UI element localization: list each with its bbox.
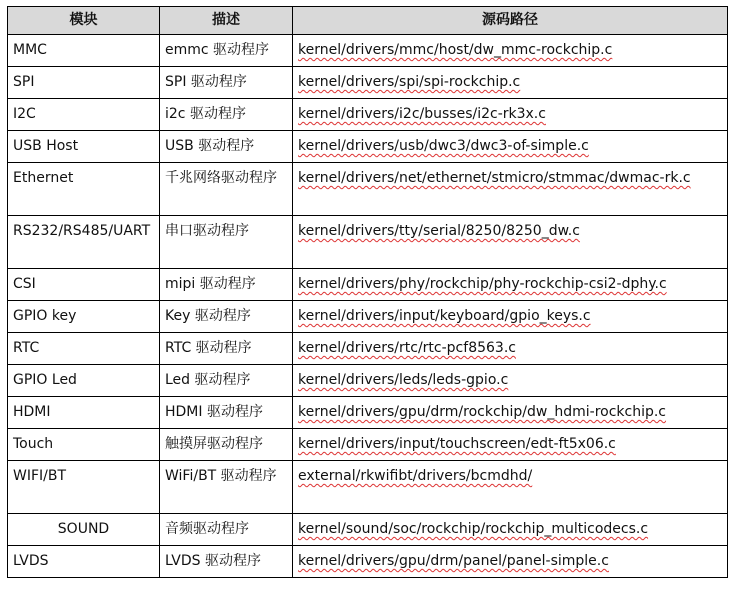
header-module: 模块 [8,7,160,35]
cell-module: MMC [8,35,160,67]
cell-description: emmc 驱动程序 [160,35,293,67]
source-path-text: kernel/drivers/gpu/drm/panel/panel-simple.c [298,553,609,569]
cell-description: RTC 驱动程序 [160,333,293,365]
source-path-text: kernel/drivers/tty/serial/8250/8250_dw.c [298,223,580,239]
cell-source-path [293,333,728,365]
cell-module: I2C [8,99,160,131]
header-description: 描述 [160,7,293,35]
table-row [8,99,728,131]
table-row [8,365,728,397]
cell-description: 音频驱动程序 [160,514,293,546]
source-path-text: kernel/drivers/gpu/drm/rockchip/dw_hdmi-rockchip.c [298,404,667,420]
cell-module: HDMI [8,397,160,429]
cell-description: HDMI 驱动程序 [160,397,293,429]
source-path-text: kernel/drivers/spi/spi-rockchip.c [298,74,521,90]
cell-module: USB Host [8,131,160,163]
cell-source-path [293,301,728,333]
cell-module: LVDS [8,546,160,578]
cell-module: SPI [8,67,160,99]
cell-source-path [293,216,728,269]
cell-source-path [293,269,728,301]
cell-source-path [293,429,728,461]
table-row [8,301,728,333]
cell-module: GPIO key [8,301,160,333]
cell-description: LVDS 驱动程序 [160,546,293,578]
cell-module: WIFI/BT [8,461,160,514]
cell-source-path [293,461,728,514]
cell-source-path [293,35,728,67]
table-row [8,461,728,514]
source-path-text: kernel/drivers/leds/leds-gpio.c [298,372,509,388]
cell-module: Touch [8,429,160,461]
table-row [8,67,728,99]
table-body [8,35,728,578]
table-row [8,35,728,67]
cell-source-path [293,131,728,163]
table-row [8,216,728,269]
cell-module: RTC [8,333,160,365]
table-row [8,397,728,429]
cell-module: RS232/RS485/UART [8,216,160,269]
source-path-text: kernel/drivers/input/touchscreen/edt-ft5x06.c [298,436,616,452]
cell-description: Led 驱动程序 [160,365,293,397]
table-header [8,7,728,35]
source-path-text: kernel/drivers/net/ethernet/stmicro/stmmac/dwmac-rk.c [298,170,691,186]
cell-description: i2c 驱动程序 [160,99,293,131]
cell-module: CSI [8,269,160,301]
cell-source-path [293,99,728,131]
cell-description: mipi 驱动程序 [160,269,293,301]
cell-description: Key 驱动程序 [160,301,293,333]
source-path-text: kernel/drivers/phy/rockchip/phy-rockchip-csi2-dphy.c [298,276,667,292]
cell-module: SOUND [8,514,160,546]
source-path-text: kernel/drivers/input/keyboard/gpio_keys.c [298,308,591,324]
source-path-text: kernel/drivers/usb/dwc3/dwc3-of-simple.c [298,138,589,154]
cell-source-path [293,67,728,99]
driver-table-container [7,6,728,578]
table-row [8,269,728,301]
header-row [8,7,728,35]
cell-source-path [293,514,728,546]
source-path-text: kernel/drivers/mmc/host/dw_mmc-rockchip.c [298,42,613,58]
driver-source-table [7,6,728,578]
cell-module: GPIO Led [8,365,160,397]
cell-source-path [293,365,728,397]
cell-module: Ethernet [8,163,160,216]
cell-source-path [293,546,728,578]
header-source-path: 源码路径 [293,7,728,35]
table-row [8,429,728,461]
cell-description: 千兆网络驱动程序 [160,163,293,216]
cell-description: SPI 驱动程序 [160,67,293,99]
table-row [8,131,728,163]
table-row [8,514,728,546]
table-row [8,163,728,216]
cell-description: 触摸屏驱动程序 [160,429,293,461]
cell-source-path [293,397,728,429]
cell-description: WiFi/BT 驱动程序 [160,461,293,514]
table-row [8,333,728,365]
table-row [8,546,728,578]
cell-source-path [293,163,728,216]
cell-description: USB 驱动程序 [160,131,293,163]
source-path-text: kernel/drivers/rtc/rtc-pcf8563.c [298,340,516,356]
cell-description: 串口驱动程序 [160,216,293,269]
source-path-text: external/rkwifibt/drivers/bcmdhd/ [298,468,533,484]
source-path-text: kernel/drivers/i2c/busses/i2c-rk3x.c [298,106,546,122]
source-path-text: kernel/sound/soc/rockchip/rockchip_multicodecs.c [298,521,649,537]
